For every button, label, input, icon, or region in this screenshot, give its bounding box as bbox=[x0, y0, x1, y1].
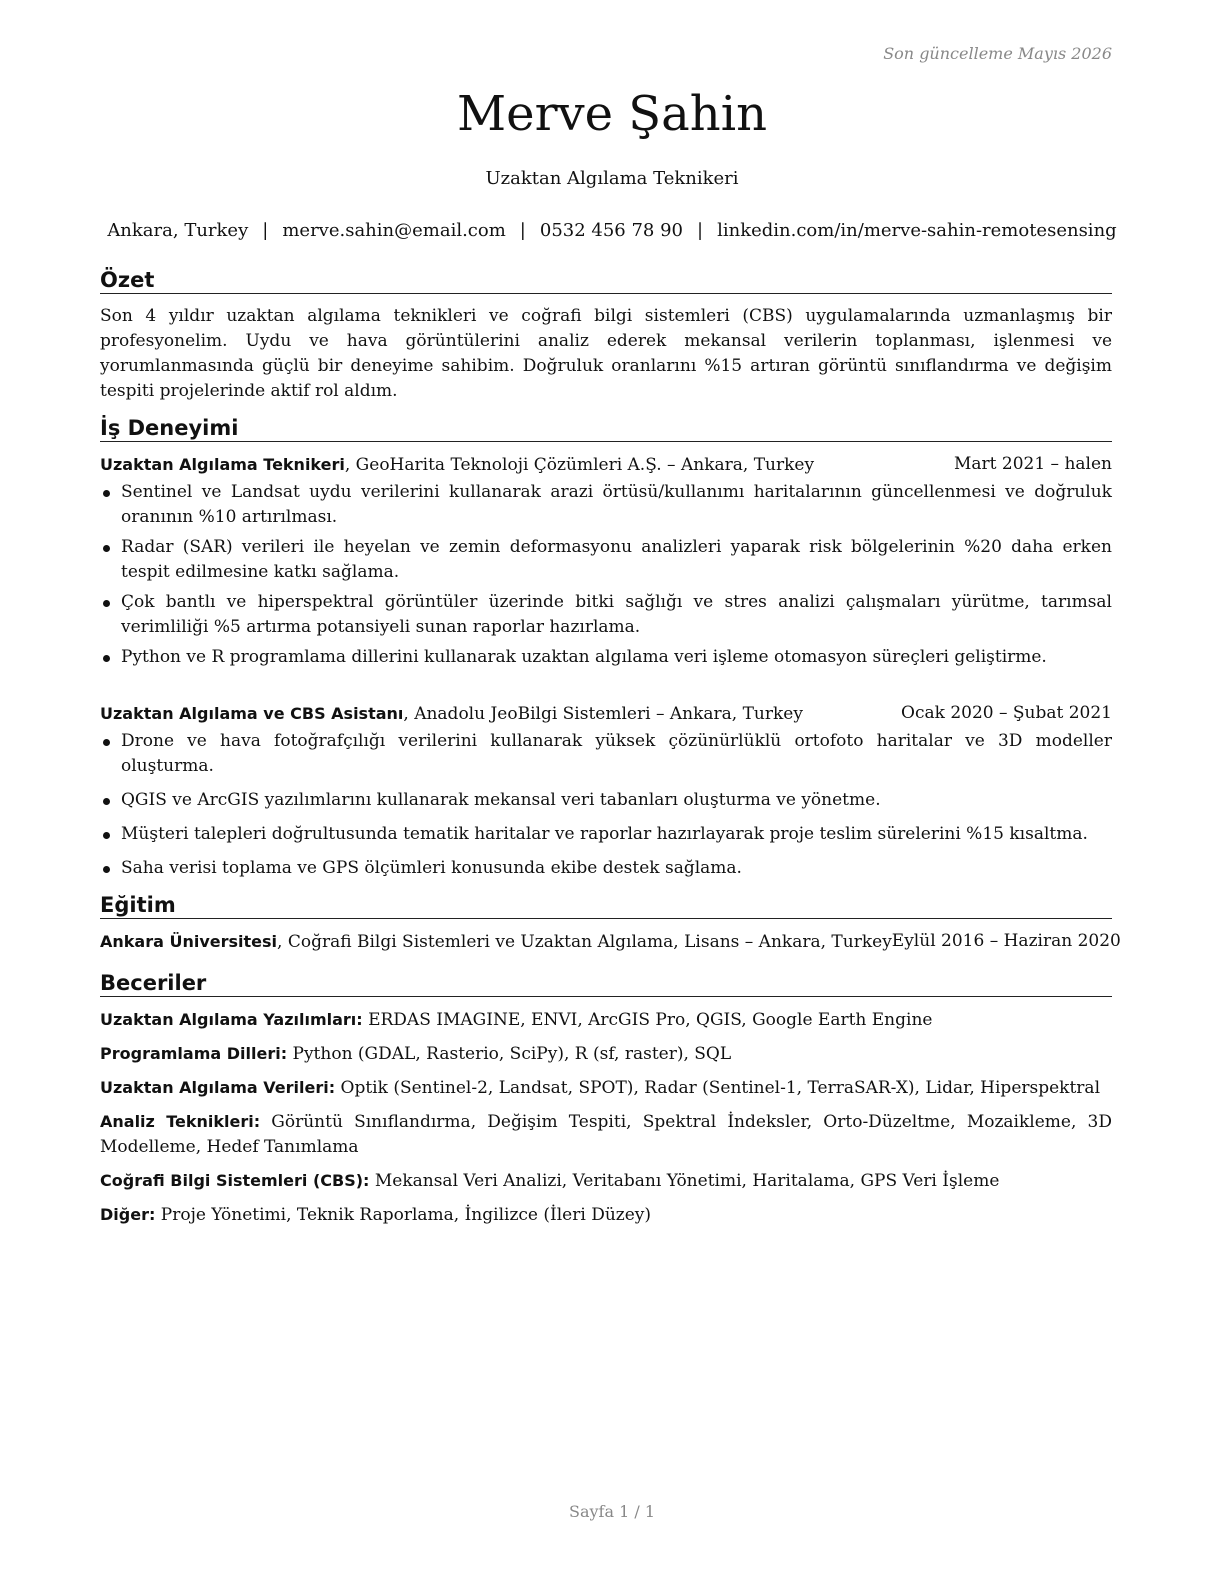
education-school: Ankara Üniversitesi bbox=[100, 932, 278, 951]
job-entry bbox=[100, 701, 1112, 881]
job-position: Uzaktan Algılama ve CBS Asistanı bbox=[100, 704, 404, 723]
skill-value: Optik (Sentinel-2, Landsat, SPOT), Radar (Sentinel-1, TerraSAR-X), Lidar, Hiperspektral bbox=[335, 1078, 1101, 1098]
contact-separator: | bbox=[262, 220, 269, 241]
contact-separator: | bbox=[519, 220, 526, 241]
contact-linkedin[interactable]: linkedin.com/in/merve-sahin-remotesensing bbox=[717, 220, 1117, 241]
contact-line bbox=[0, 220, 1224, 241]
last-updated: Son güncelleme Mayıs 2026 bbox=[883, 44, 1112, 63]
contact-separator: | bbox=[697, 220, 704, 241]
skill-row bbox=[100, 1168, 1112, 1194]
list-item: Müşteri talepleri doğrultusunda tematik haritalar ve raporlar hazırlayarak proje teslim sürelerini %15 kısaltma. bbox=[100, 822, 1112, 847]
job-dates: Ocak 2020 – Şubat 2021 bbox=[901, 703, 1112, 723]
contact-email[interactable]: merve.sahin@email.com bbox=[282, 220, 506, 241]
job-header bbox=[100, 701, 1112, 727]
education-dates: Eylül 2016 – Haziran 2020 bbox=[891, 931, 1121, 951]
job-header bbox=[100, 452, 1112, 478]
skill-row bbox=[100, 1202, 1112, 1228]
skill-label: Programlama Dilleri: bbox=[100, 1044, 288, 1063]
skill-label: Uzaktan Algılama Yazılımları: bbox=[100, 1010, 363, 1029]
skill-label: Coğrafi Bilgi Sistemleri (CBS): bbox=[100, 1171, 370, 1190]
job-bullets bbox=[100, 729, 1112, 881]
skill-label: Analiz Teknikleri: bbox=[100, 1112, 261, 1131]
job-company: , GeoHarita Teknoloji Çözümleri A.Ş. – Ankara, Turkey bbox=[344, 455, 815, 475]
skill-label: Diğer: bbox=[100, 1205, 156, 1224]
skill-value: ERDAS IMAGINE, ENVI, ArcGIS Pro, QGIS, Google Earth Engine bbox=[362, 1010, 933, 1030]
page-number: Sayfa 1 / 1 bbox=[568, 1502, 655, 1521]
list-item: Radar (SAR) verileri ile heyelan ve zemin deformasyonu analizleri yaparak risk bölgelerinin %20 daha erken tespit edilmesine katkı sağlama. bbox=[100, 535, 1112, 585]
education-entry bbox=[100, 929, 1121, 955]
section-title-summary: Özet bbox=[100, 268, 1112, 294]
section-title-skills: Beceriler bbox=[100, 971, 1112, 997]
list-item: QGIS ve ArcGIS yazılımlarını kullanarak mekansal veri tabanları oluşturma ve yönetme. bbox=[100, 788, 1112, 813]
list-item: Saha verisi toplama ve GPS ölçümleri konusunda ekibe destek sağlama. bbox=[100, 856, 1112, 881]
list-item: Sentinel ve Landsat uydu verilerini kullanarak arazi örtüsü/kullanımı haritalarının güncellenmesi ve doğruluk oranının %10 artırılması. bbox=[100, 480, 1112, 530]
list-item: Çok bantlı ve hiperspektral görüntüler üzerinde bitki sağlığı ve stres analizi çalışmaları yürütme, tarımsal verimliliği %5 artırma potansiyeli sunan raporlar hazırlama. bbox=[100, 590, 1112, 640]
list-item: Drone ve hava fotoğrafçılığı verilerini kullanarak yüksek çözünürlüklü ortofoto haritalar ve 3D modeller oluşturma. bbox=[100, 729, 1112, 779]
job-dates: Mart 2021 – halen bbox=[953, 454, 1112, 474]
contact-location: Ankara, Turkey bbox=[107, 220, 249, 241]
skills-list bbox=[100, 1007, 1112, 1228]
job-bullets bbox=[100, 480, 1112, 670]
candidate-role: Uzaktan Algılama Teknikeri bbox=[485, 168, 739, 189]
skill-value: Görüntü Sınıflandırma, Değişim Tespiti, Spektral İndeksler, Orto-Düzeltme, Mozaikleme, 3D Modelleme, Hedef Tanımlama bbox=[100, 1112, 1112, 1157]
skill-value: Proje Yönetimi, Teknik Raporlama, İngilizce (İleri Düzey) bbox=[155, 1205, 652, 1225]
skill-row bbox=[100, 1041, 1112, 1067]
skill-label: Uzaktan Algılama Verileri: bbox=[100, 1078, 336, 1097]
list-item: Python ve R programlama dillerini kullanarak uzaktan algılama veri işleme otomasyon süreçleri geliştirme. bbox=[100, 645, 1112, 670]
contact-phone: 0532 456 78 90 bbox=[539, 220, 684, 241]
skill-row bbox=[100, 1109, 1112, 1160]
skill-value: Mekansal Veri Analizi, Veritabanı Yönetimi, Haritalama, GPS Veri İşleme bbox=[369, 1171, 1000, 1191]
summary-text: Son 4 yıldır uzaktan algılama teknikleri ve coğrafi bilgi sistemleri (CBS) uygulamalarında uzmanlaşmış bir profesyonelim. Uydu ve hava görüntülerini analiz ederek mekansal verilerin toplanması, işlenmesi ve yorumlanmasında güçlü bir deneyime sahibim. Doğruluk oranlarını %15 artıran görüntü sınıflandırma ve değişim tespiti projelerinde aktif rol aldım. bbox=[100, 306, 1112, 401]
job-position: Uzaktan Algılama Teknikeri bbox=[100, 455, 345, 474]
education-details: , Coğrafi Bilgi Sistemleri ve Uzaktan Algılama, Lisans – Ankara, Turkey bbox=[277, 932, 892, 952]
resume-content bbox=[100, 268, 1121, 1236]
skill-row bbox=[100, 1075, 1112, 1101]
job-company: , Anadolu JeoBilgi Sistemleri – Ankara, Turkey bbox=[403, 704, 803, 724]
section-title-education: Eğitim bbox=[100, 893, 1112, 919]
skill-value: Python (GDAL, Rasterio, SciPy), R (sf, raster), SQL bbox=[287, 1044, 732, 1064]
candidate-name: Merve Şahin bbox=[457, 86, 767, 142]
section-title-experience: İş Deneyimi bbox=[100, 416, 1112, 442]
job-entry bbox=[100, 452, 1112, 670]
skill-row bbox=[100, 1007, 1112, 1033]
